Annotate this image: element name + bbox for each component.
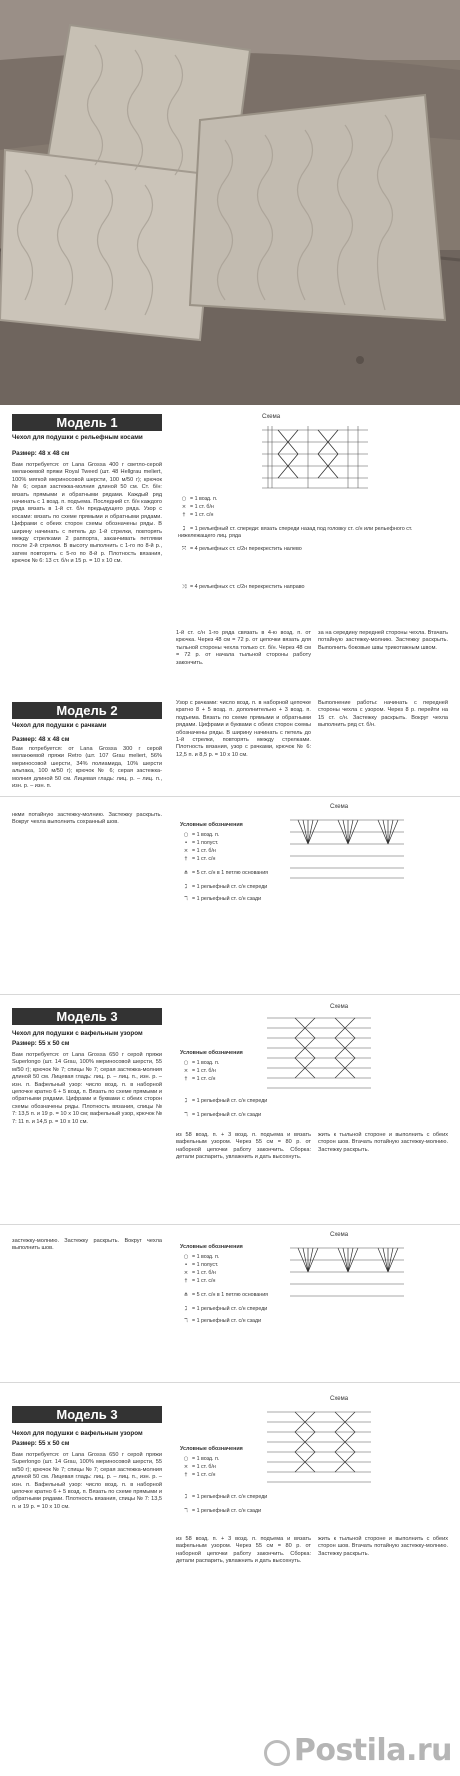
model-3c-legend-4: ℷ = 1 рельефный ст. с/н спереди — [180, 1494, 267, 1501]
model-1-text-col2: 1-й ст. с/н 1-го ряда связать в 4-ю возд. п. от крючка. Через 48 см = 72 р. от цепочки вязать для тыльной стороны чехла только ст. б/н. Через 48 см = 72 р. от начала тыльной стороны работу закончить. — [176, 630, 311, 666]
chain-stitch-icon: ○ — [183, 832, 189, 838]
watermark-logo-icon — [264, 1740, 290, 1766]
model-3b-legend-4: † = 1 ст. с/н — [180, 1278, 215, 1285]
model-2b-legend-5: ⋔ = 5 ст. с/н в 1 петлю основания — [180, 870, 268, 877]
double-crochet-icon: † — [182, 512, 186, 518]
model-2b-legend-4: † = 1 ст. с/н — [180, 856, 215, 863]
model-3c-text-col3: жить к тыльной стороне и выполнить с обеих сторон шов. Втачать потайную застежку-молнию. Застежку раскрыть. — [318, 1536, 448, 1557]
model-2b-text: нкми потайную застежку-молнию. Застежку раскрыть. Вокруг чехла выполнить сохранный шов. — [12, 812, 162, 826]
divider-4 — [0, 1382, 460, 1383]
model-2b-legend-2: • = 1 полуст. — [180, 840, 218, 847]
model-3c-schema-label: Схема — [330, 1396, 349, 1402]
model-3-legend-1: ○ = 1 возд. п. — [180, 1060, 219, 1067]
model-3c-legend-1: ○ = 1 возд. п. — [180, 1456, 219, 1463]
model-3-legend-title: Условные обозначения — [180, 1050, 243, 1056]
model-1-legend-5: ⤧ = 4 рельефных ст. с/2н перекрестить налево — [178, 546, 448, 553]
model-3c-title: Модель 3 — [12, 1406, 162, 1423]
model-3-schema-label: Схема — [330, 1004, 349, 1010]
model-3b-legend-2: • = 1 полуст. — [180, 1262, 218, 1269]
model-1-legend-3: † = 1 ст. с/н — [178, 512, 213, 519]
pillow-2 — [0, 150, 215, 340]
cross-right-icon: ⤨ — [181, 584, 187, 590]
front-post-icon: ℷ — [184, 1306, 188, 1312]
single-crochet-icon: × — [183, 1270, 189, 1276]
model-2-text-col3: Выполнение работы: начинать с передней стороны чехла с узором. Через 8 р. перейти на 15 ст. с/н. Застежку раскрыть. Вокруг чехла выполнить ряд ст. б/н. — [318, 700, 448, 729]
double-crochet-icon: † — [184, 1076, 188, 1082]
model-3b-legend-1: ○ = 1 возд. п. — [180, 1254, 219, 1261]
model-3b-legend-5: ⋔ = 5 ст. с/н в 1 петлю основания — [180, 1292, 268, 1299]
front-post-icon: ℷ — [184, 1098, 188, 1104]
model-3b-schema-label: Схема — [330, 1232, 349, 1238]
model-3b-chart — [288, 1242, 408, 1306]
model-2-cont — [0, 736, 460, 792]
slip-stitch-icon: • — [184, 1262, 188, 1268]
slip-stitch-icon: • — [184, 840, 188, 846]
model-3b-text: застежку-молнию. Застежку раскрыть. Вокруг чехла выполнить шов. — [12, 1238, 162, 1252]
front-post-icon: ℷ — [184, 1494, 188, 1500]
model-3-text-col1: Вам потребуется: от Lana Grossa 650 г серой пряжи Superlongo (шт. 14 Grau, 100% мериносовой шерсти, 55 м/50 г); крючок № 7; спицы № 7; серая застежка-молния длиной 50 см. Лицевая гладь: лиц. р. – лиц. п., изн. р. – изн. п. Вафельный узор: число возд. п. в наборной цепочке кратно 6 + 5 возд. п. Вязать по схеме прямыми и обратными рядами. Цифрами и буквами с обеих сторон схемы обозначены ряды. Плотность вязания, спицы № 7: 13,5 п. и 19 р. = 10 x 10 см; вафельный узор, крючок № 7: 11 п. и 14,5 р. = 10 x 10 см. — [12, 1052, 162, 1125]
model-3c-text-col1: Вам потребуется: от Lana Grossa 650 г серой пряжи Superlongo (шт. 14 Grau, 100% мериносовой шерсти, 55 м/50 г); крючок № 7; спицы № 7; серая застежка-молния длиной 50 см. Лицевая гладь: лиц. р. – лиц. п., изн. р. – изн. п. Вафельный узор: число возд. п. в наборной цепочке кратно 6 + 5 возд. п. Вязать по схеме прямыми и обратными рядами. Плотность вязания, спицы № 7: 13,5 п. и 19 р. = 10 x 10 см. — [12, 1452, 162, 1510]
model-2-title: Модель 2 — [12, 702, 162, 719]
model-1-chart — [258, 422, 376, 494]
single-crochet-icon: × — [183, 1464, 189, 1470]
model-2b-legend-7: ℸ = 1 рельефный ст. с/н сзади — [180, 896, 261, 903]
model-2b-section — [0, 800, 460, 990]
model-3c-size: Размер: 55 x 50 см — [12, 1440, 70, 1447]
divider-2 — [0, 994, 460, 995]
back-post-icon: ℸ — [184, 1112, 188, 1118]
model-2b-legend-3: × = 1 ст. б/н — [180, 848, 216, 855]
double-crochet-icon: † — [184, 1472, 188, 1478]
model-2-text-col1: Вам потребуется: от Lana Grossa 300 г серой меланжевой пряжи Retro (шт. 107 Grau meliert, 56% мериносовой шерсти, 34% полиамида, 10% шерсти альпака, 100 м/50 г); крючок № 6; серая застежка-молния длиной 50 см. Лицевая гладь: лиц. р. – лиц. п., изн. р. – изн. п. — [12, 746, 162, 790]
model-2b-schema-label: Схема — [330, 804, 349, 810]
back-post-icon: ℸ — [184, 1508, 188, 1514]
model-3-legend-4: ℷ = 1 рельефный ст. с/н спереди — [180, 1098, 267, 1105]
model-3-section — [0, 998, 460, 1218]
single-crochet-icon: × — [181, 504, 187, 510]
shell-icon: ⋔ — [183, 1292, 189, 1298]
model-3-size: Размер: 55 x 50 см — [12, 1040, 70, 1047]
model-2-text-col2: Узор с рачками: число возд. п. в наборной цепочке кратно 8 + 5 возд. п. дополнительно + 3 возд. п. подъема. Вязать по схеме прямыми и обратными рядами. Цифрами и буквами с обеих сторон схемы обозначены ряды. В ширину начинать с петель до 1-й стрелки, повторять между стрелками. Плотность вязания, узор с рачками, крючок № 6: 12,5 п. и 8,5 р. = 10 x 10 см. — [176, 700, 311, 758]
model-3-legend-2: × = 1 ст. б/н — [180, 1068, 216, 1075]
divider-1 — [0, 796, 460, 797]
divider-3 — [0, 1224, 460, 1225]
model-3-title: Модель 3 — [12, 1008, 162, 1025]
double-crochet-icon: † — [184, 1278, 188, 1284]
chain-stitch-icon: ○ — [183, 1456, 189, 1462]
model-3c-chart — [265, 1406, 375, 1496]
cushion-photo — [0, 0, 460, 405]
single-crochet-icon: × — [183, 848, 189, 854]
back-post-icon: ℸ — [184, 1318, 188, 1324]
model-1-legend-1: ○ = 1 возд. п. — [178, 496, 217, 503]
model-1-section — [0, 408, 460, 758]
model-1-size: Размер: 48 x 48 см — [12, 450, 70, 457]
model-1-text-col1: Вам потребуется: от Lana Grossa 400 г светло-серой меланжевой пряжи Royal Tweed (шт. 48 Hellgrau meliert, 100% мягкой мериносовой шерсти, 100 м/50 г); крючок № 6; серая застежка-молния длиной 50 см. Ст. б/н: вязать прямыми и обратными рядами. Каждый ряд начинать с 1 возд. п. подъема. Последний ст. б/н каждого ряда вязать в 1-й ст. б/н предыдущего ряда. Узор с косами: вязать по схеме прямыми и обратными рядами. Цифрами с обеих сторон схемы обозначены ряды. В ширину начинать с петель до 1-й стрелки, повторять между стрелками 2 раппорта, заканчивать петлями после 2-й стрелки. В высоту выполнить с 1-го по 8-й р., затем повторять с 5-го по 8-й р. Плотность вязания, крючок № 6: 13 ст. б/н и 15 р. = 10 x 10 см. — [12, 462, 162, 565]
model-3c-legend-title: Условные обозначения — [180, 1446, 243, 1452]
double-crochet-icon: † — [184, 856, 188, 862]
model-2b-legend-6: ℷ = 1 рельефный ст. с/н спереди — [180, 884, 267, 891]
model-3-legend-3: † = 1 ст. с/н — [180, 1076, 215, 1083]
front-post-icon: ℷ — [184, 884, 188, 890]
model-3b-legend-7: ℸ = 1 рельефный ст. с/н сзади — [180, 1318, 261, 1325]
model-3c-legend-3: † = 1 ст. с/н — [180, 1472, 215, 1479]
model-1-text-col3: за на середину передней стороны чехла. Втачать потайную застежку-молнию. Застежку раскрыть. Выполнить боковые швы трикотажным швом. — [318, 630, 448, 651]
model-2-subtitle: Чехол для подушки с рачками — [12, 722, 107, 729]
model-3b-legend-3: × = 1 ст. б/н — [180, 1270, 216, 1277]
model-3-text-col2: из 58 возд. п. + 3 возд. п. подъема и вязать вафельным узором. Через 55 см = 80 р. от наборной цепочки работу закончить. Сборка: детали распарить, увлажнить и дать высохнуть. — [176, 1132, 311, 1161]
model-3-subtitle: Чехол для подушки с вафельным узором — [12, 1030, 143, 1037]
model-3c-text-col2: из 58 возд. п. + 3 возд. п. подъема и вязать вафельным узором. Через 55 см = 80 р. от наборной цепочки работу закончить. Сборка: детали распарить, увлажнить и дать высохнуть. — [176, 1536, 311, 1565]
model-3b-legend-title: Условные обозначения — [180, 1244, 243, 1250]
model-1-legend-2: × = 1 ст. б/н — [178, 504, 214, 511]
model-3-chart — [265, 1012, 375, 1098]
model-1-schema-label: Схема — [262, 414, 281, 420]
model-1-subtitle: Чехол для подушки с рельефным косами — [12, 434, 143, 441]
model-3c-section — [0, 1386, 460, 1776]
chain-stitch-icon: ○ — [183, 1060, 189, 1066]
model-3b-legend-6: ℷ = 1 рельефный ст. с/н спереди — [180, 1306, 267, 1313]
model-1-title: Модель 1 — [12, 414, 162, 431]
front-post-icon: ℷ — [182, 526, 186, 532]
model-3c-legend-5: ℸ = 1 рельефный ст. с/н сзади — [180, 1508, 261, 1515]
watermark: Postila.ru — [293, 1733, 452, 1768]
model-3-legend-5: ℸ = 1 рельефный ст. с/н сзади — [180, 1112, 261, 1119]
model-2b-chart — [288, 814, 408, 884]
model-3c-subtitle: Чехол для подушки с вафельным узором — [12, 1430, 143, 1437]
model-3c-legend-2: × = 1 ст. б/н — [180, 1464, 216, 1471]
model-3-text-col3: жить к тыльной стороне и выполнить с обеих сторон шов. Втачать потайную застежку-молнию. Застежку раскрыть. — [318, 1132, 448, 1153]
model-3b-section — [0, 1228, 460, 1378]
model-2b-legend-1: ○ = 1 возд. п. — [180, 832, 219, 839]
back-post-icon: ℸ — [184, 896, 188, 902]
model-2-size: Размер: 48 x 48 см — [12, 736, 70, 743]
model-1-legend-4: ℷ = 1 рельефный ст. спереди: вязать спереди назад под головку ст. с/н или рельефного ст. нижележащего лиц. ряда — [178, 526, 413, 539]
shell-icon: ⋔ — [183, 870, 189, 876]
model-1-legend-6: ⤨ = 4 рельефных ст. с/2н перекрестить направо — [178, 584, 448, 591]
pillow-3 — [190, 95, 445, 320]
model-2b-legend-title: Условные обозначения — [180, 822, 243, 828]
single-crochet-icon: × — [183, 1068, 189, 1074]
chain-stitch-icon: ○ — [183, 1254, 189, 1260]
chain-stitch-icon: ○ — [181, 496, 187, 502]
cross-left-icon: ⤧ — [181, 546, 187, 552]
